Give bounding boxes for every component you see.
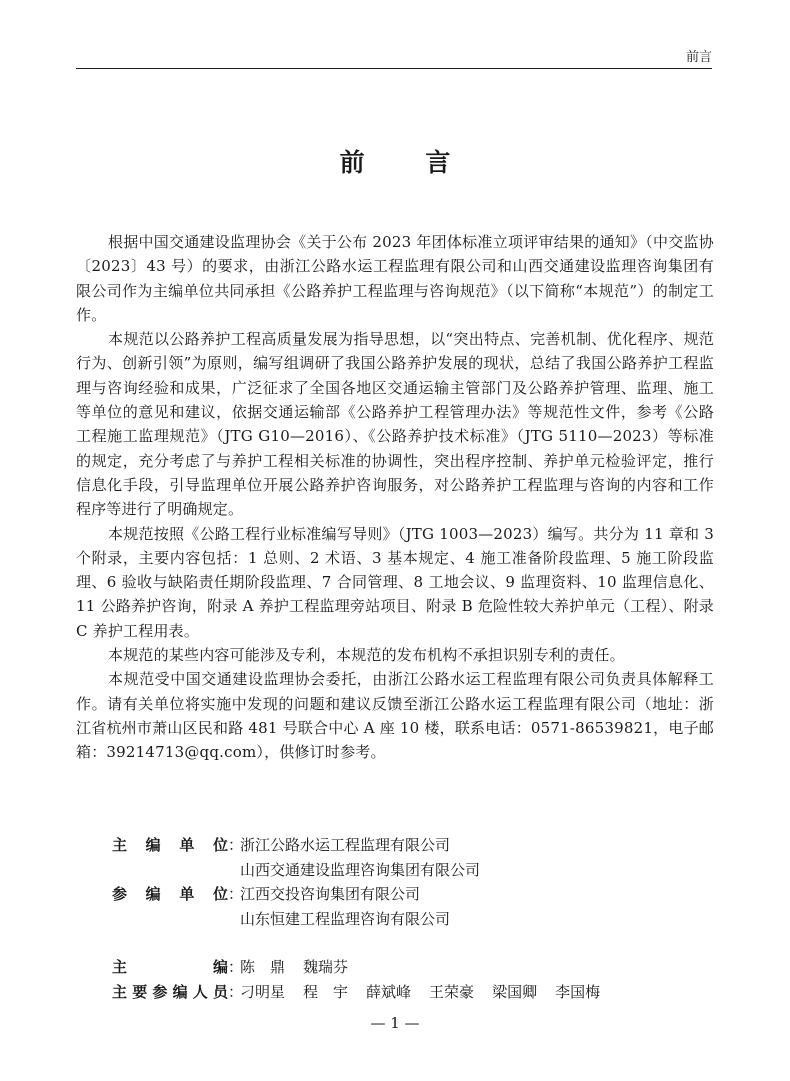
paragraph-5: 本规范受中国交通建设监理协会委托，由浙江公路水运工程监理有限公司负责具体解释工作。请有关单位将实施中发现的问题和建议反馈至浙江公路水运工程监理有限公司（地址：浙江省杭州市萧山区民和路 481 号联合中心 A 座 10 楼，联系电话：0571-86539821，电子邮箱：39214713@qq.com），供修订时参考。 (76, 670, 714, 762)
chief-units-row (112, 833, 712, 879)
chief-unit-1: 浙江公路水运工程监理有限公司 (240, 836, 451, 854)
chief-editors-label: 主编 (112, 958, 228, 976)
participant-3: 薛斌峰 (366, 982, 412, 1001)
paragraph-2: 本规范以公路养护工程高质量发展为指导思想，以“突出特点、完善机制、优化程序、规范行为、创新引领”为原则，编写组调研了我国公路养护发展的现状，总结了我国公路养护工程监理与咨询经验和成果，广泛征求了全国各地区交通运输主管部门及公路养护管理、监理、施工等单位的意见和建议，依据交通运输部《公路养护工程管理办法》等规范性文件，参考《公路工程施工监理规范》（JTG G10—2016）、《公路养护技术标准》（JTG 5110—2023）等标准的规定，充分考虑了与养护工程相关标准的协调性，突出程序控制、养护单元检验评定，推行信息化手段，引导监理单位开展公路养护咨询服务，对公路养护工程监理与咨询的内容和工作程序等进行了明确规定。 (76, 330, 714, 519)
page-title: 前 言 (339, 148, 477, 177)
page-number: — 1 — (370, 1014, 420, 1032)
main-participants-label: 主要参编人员 (112, 982, 228, 1001)
paragraph-4: 本规范的某些内容可能涉及专利，本规范的发布机构不承担识别专利的责任。 (108, 646, 625, 665)
participating-units-row (112, 882, 712, 928)
participating-units-label: 参编单位 (112, 885, 228, 903)
participant-4: 王荣豪 (429, 982, 475, 1001)
colon: ： (228, 958, 244, 976)
chief-unit-2: 山西交通建设监理咨询集团有限公司 (240, 860, 481, 879)
credits-block (112, 833, 712, 1004)
chief-units-label: 主编单位 (112, 836, 228, 854)
paragraph-1: 根据中国交通建设监理协会《关于公布 2023 年团体标准立项评审结果的通知》（中交监协〔2023〕43 号）的要求，由浙江公路水运工程监理有限公司和山西交通建设监理咨询集团有限公司作为主编单位共同承担《公路养护工程监理与咨询规范》（以下简称“本规范”）的制定工作。 (76, 233, 714, 324)
chief-editor-1: 陈 鼎 (240, 958, 286, 976)
chief-editor-2: 魏瑞芬 (303, 958, 349, 976)
participant-2: 程 宇 (303, 982, 349, 1001)
header-rule (76, 68, 712, 69)
colon: ： (228, 885, 244, 903)
colon: ： (228, 982, 244, 1001)
participating-unit-1: 江西交投咨询集团有限公司 (240, 885, 421, 903)
chief-editors-row (112, 955, 712, 980)
colon: ： (228, 836, 244, 854)
participant-1: 刁明星 (240, 982, 286, 1001)
main-participants-row (112, 980, 712, 1005)
participant-5: 梁国卿 (492, 982, 538, 1001)
participant-6: 李国梅 (555, 982, 601, 1001)
running-header: 前言 (685, 50, 712, 65)
participating-unit-2: 山东恒建工程监理咨询有限公司 (240, 909, 451, 928)
paragraph-3: 本规范按照《公路工程行业标准编写导则》（JTG 1003—2023）编写。共分为 11 章和 3 个附录，主要内容包括：1 总则、2 术语、3 基本规定、4 施工准备阶段监理、5 施工阶段监理、6 验收与缺陷责任期阶段监理、7 合同管理、8 工地会议、9 监理资料、10 监理信息化、11 公路养护咨询，附录 A 养护工程监理旁站项目、附录 B 危险性较大养护单元（工程）、附录 C 养护工程用表。 (76, 524, 714, 640)
preface-body (76, 230, 714, 765)
